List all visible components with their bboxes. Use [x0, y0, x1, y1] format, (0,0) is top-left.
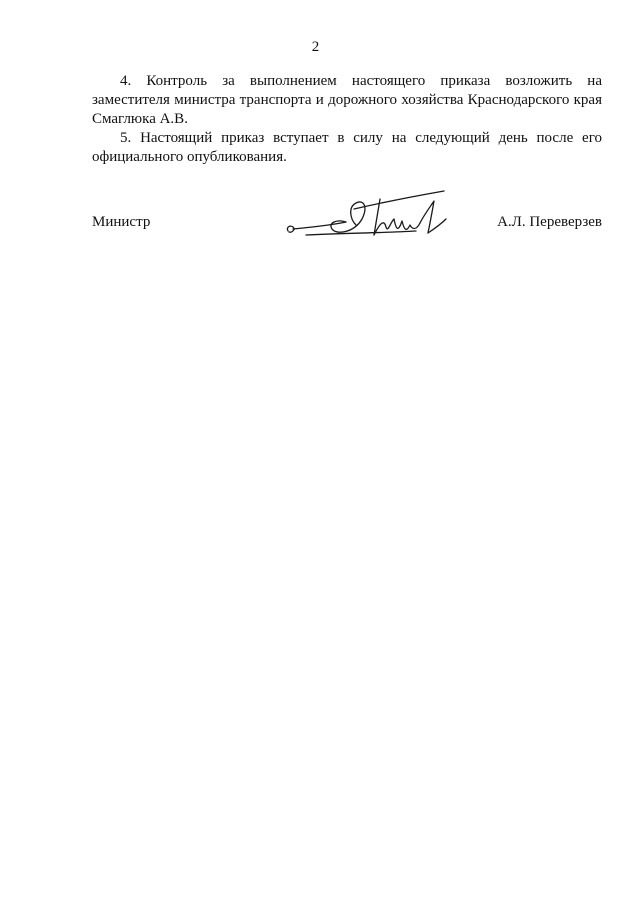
- handwritten-signature: [284, 189, 474, 253]
- signatory-name: А.Л. Переверзев: [497, 214, 602, 230]
- signature-block: [92, 207, 602, 247]
- page-number: 2: [311, 39, 320, 55]
- paragraph-4: 4. Контроль за выполнением настоящего приказа возложить на заместителя министра транспорта и дорожного хозяйства Краснодарского края Смаглюка А.В.: [92, 73, 602, 127]
- document-body: [92, 72, 602, 167]
- signatory-role: Министр: [92, 214, 151, 230]
- paragraph-5: 5. Настоящий приказ вступает в силу на следующий день после его официального опубликования.: [92, 130, 602, 165]
